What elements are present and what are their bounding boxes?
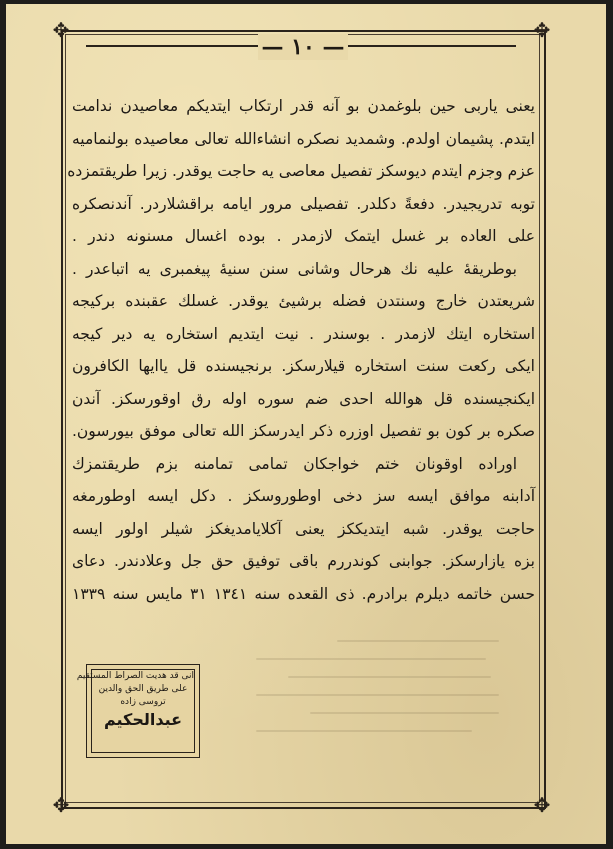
text-line: شریعتدن خارج وسنتدن فضله برشیئ یوقدر. غسلك عقبنده برکیجه — [72, 292, 535, 310]
seal-stamp — [76, 664, 200, 758]
seal-text: تروسی زاده — [120, 697, 166, 707]
seal-text: انی قد هدیت الصراط المستقیم — [76, 671, 194, 681]
corner-ornament-icon: ✥ — [52, 18, 70, 42]
text-line: علی العاده بر غسل ایتمک لازمدر . بوده اغسال مسنونه دندر . — [72, 227, 535, 245]
text-line: ایتدم. پشیمان اولدم. وشمدید نصکره انشاءالله تعالی معاصیده بولنمامیه — [72, 129, 535, 148]
text-line: توبه تدریجیدر. دفعةً دکلدر. تفصیلی مرور ایامه براقشلاردر. آندنصکره — [72, 194, 535, 213]
text-line: آدابنه موافق ایسه سز دخی اوطوروسکز . دکل ایسه اوطورمغه — [72, 487, 535, 505]
corner-ornament-icon: ✥ — [52, 793, 70, 817]
text-line: حاجت یوقدر. شبه ایتدیککز یعنی آکلایامدیغکز شیلر اولور ایسه — [72, 519, 535, 538]
page-number: — ١٠ — — [258, 34, 348, 60]
text-line: صکره بر کون بو تفصیل اوزره ذکر ایدرسکز الله تعالی موفق بیورسون. — [72, 422, 535, 440]
text-line: استخاره ایتك لازمدر . بوسندر . نیت ایتدیم استخاره یه دیر کیجه — [72, 324, 535, 343]
text-line: ایکنجیسنده قل هوالله احدی ضم سوره اوله رق اوقورسکز. آندن — [72, 389, 535, 408]
corner-ornament-icon: ✥ — [533, 18, 551, 42]
text-line: یعنی یاربی حین بلوغمدن بو آنه قدر ارتکاب ایتدیکم معاصیدن ندامت — [72, 97, 535, 115]
seal-frame — [76, 669, 195, 753]
text-line: اوراده اوقونان ختم خواجکان تمامی تمامنه بزم طریقتمزك — [72, 454, 517, 473]
text-line: حسن خاتمه دیلرم برادرم. ذی القعده سنه ١٣٤١ ٣١ مایس سنه ١٣٣٩ — [72, 584, 535, 603]
text-line: بزه یازارسکز. جوابنی کوندررم باقی توفیق حق جل وعلادندر. دعای — [72, 552, 535, 570]
text-line: ایکی رکعت سنت استخاره قیلارسکز. برنجیسنده قل یاایها الکافرون — [72, 357, 535, 375]
seal-text: علی طریق الحق والدین — [98, 684, 188, 694]
text-line: بوطریقهٔ علیه نك هرحال وشانی سنن سنیهٔ پیغمبری یه اتباعدر . — [72, 259, 517, 278]
corner-ornament-icon: ✥ — [533, 793, 551, 817]
text-line: عزم وجزم ایتدم دیوسکز تفصیل معاصی یه حاجت یوقدر. زیرا طریقتمزده — [67, 162, 535, 180]
seal-name: عبدالحکیم — [103, 710, 183, 729]
document-page — [6, 4, 606, 844]
letter-body — [67, 90, 535, 610]
